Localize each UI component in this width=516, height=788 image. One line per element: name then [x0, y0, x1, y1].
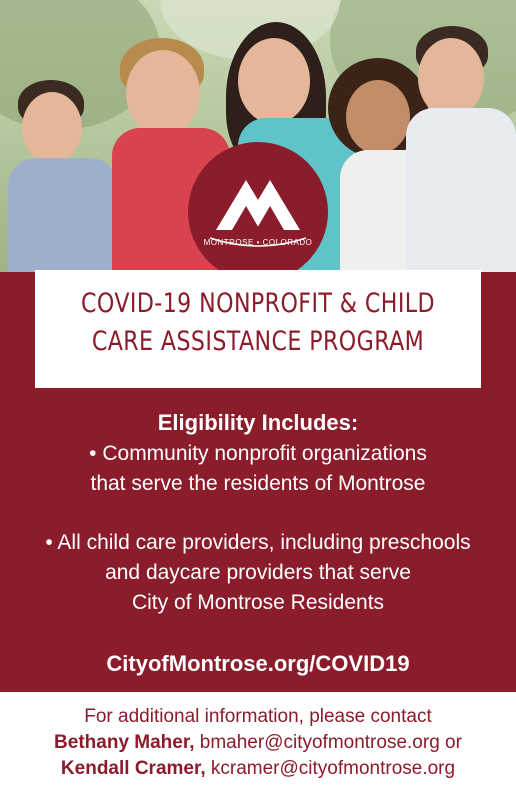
logo-text-bottom: COLORADO — [262, 238, 313, 247]
logo-separator: • — [256, 238, 260, 247]
eligibility-bullet-2-line-2: and daycare providers that serve — [105, 561, 411, 584]
website-link[interactable]: CityofMontrose.org/COVID19 — [106, 651, 410, 676]
title-line-2: CARE ASSISTANCE PROGRAM — [91, 326, 425, 357]
eligibility-bullet-2-line-1: • All child care providers, including preschools — [45, 531, 471, 554]
mountain-logo-icon — [188, 142, 328, 282]
contact-line-2 — [0, 758, 516, 780]
contact-email-2[interactable]: kcramer@cityofmontrose.org — [210, 758, 456, 779]
logo-text-top: MONTROSE — [203, 238, 254, 247]
eligibility-bullet-1-line-2: that serve the residents of Montrose — [90, 472, 426, 495]
contact-line-1 — [0, 732, 516, 754]
logo-text — [188, 238, 328, 247]
city-logo — [188, 142, 328, 282]
contact-intro: For additional information, please contact — [84, 706, 432, 727]
contact-name-2: Kendall Cramer, — [60, 758, 206, 779]
contact-name-1: Bethany Maher, — [54, 732, 195, 753]
contact-email-1[interactable]: bmaher@cityofmontrose.org or — [199, 732, 462, 753]
eligibility-bullet-1-line-1: • Community nonprofit organizations — [89, 442, 427, 465]
title-line-1: COVID-19 NONPROFIT & CHILD — [81, 288, 435, 319]
eligibility-bullet-2-line-3: City of Montrose Residents — [131, 591, 385, 614]
title-box — [35, 270, 481, 388]
eligibility-heading: Eligibility Includes: — [157, 410, 359, 435]
